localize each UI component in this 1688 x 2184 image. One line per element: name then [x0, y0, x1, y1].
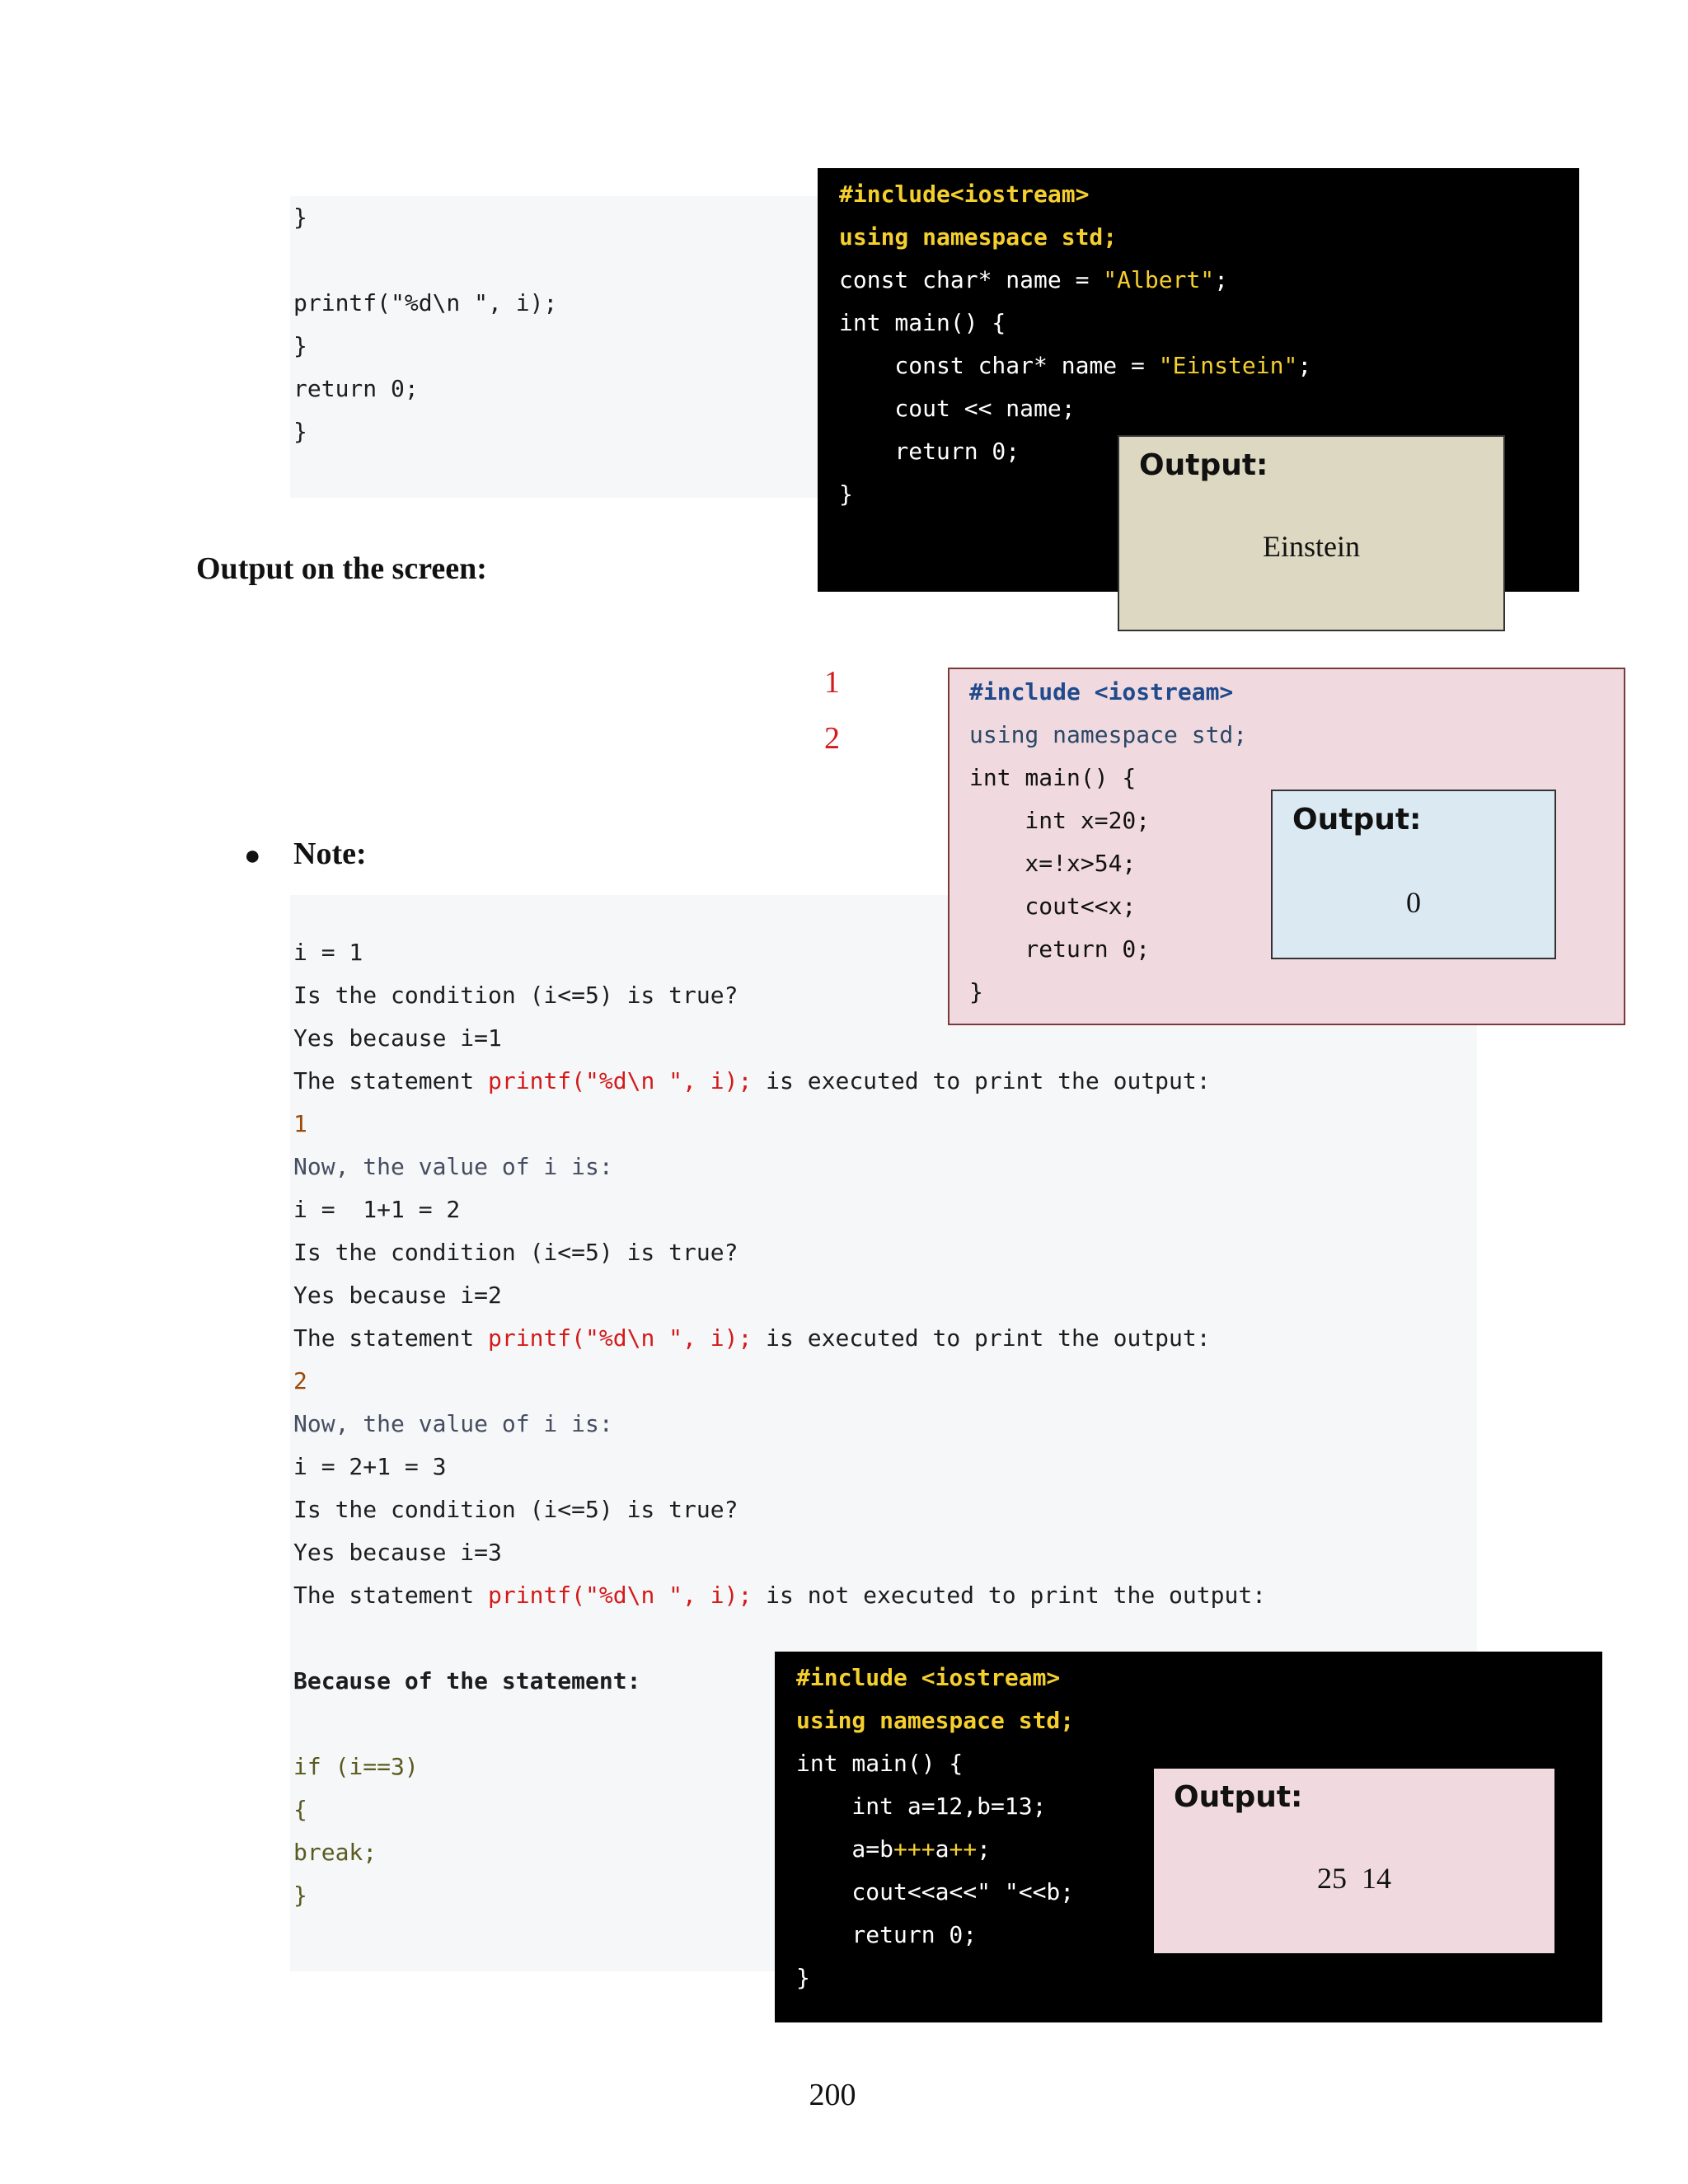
top-code-panel: [290, 196, 818, 498]
output-value: 25 14: [1317, 1862, 1391, 1895]
output-title: Output:: [1292, 803, 1422, 837]
expl-statement: [293, 1574, 1266, 1617]
expl-output-1: 1: [293, 1110, 307, 1137]
expl-line: Yes because i=1: [293, 1024, 502, 1052]
if-line: if (i==3): [293, 1753, 419, 1780]
output-box-1: [1118, 435, 1505, 631]
output-heading: Output on the screen:: [196, 551, 487, 586]
because-line: Because of the statement:: [293, 1667, 641, 1694]
screen-output-1: 1: [824, 665, 840, 700]
code-line: int main() {: [969, 764, 1137, 791]
code-line: int main() {: [796, 1750, 964, 1777]
expl-line: Yes because i=3: [293, 1539, 502, 1566]
output-value: 0: [1406, 886, 1421, 919]
code-line: }: [796, 1964, 810, 1991]
code-line: int a=12,b=13;: [796, 1793, 1047, 1820]
code-line: }: [293, 204, 307, 231]
code-part: ;: [977, 1835, 992, 1863]
code-line: #include<iostream>: [839, 180, 1090, 208]
code-part: ;: [1297, 352, 1312, 379]
stmt-code: printf("%d\n ", i);: [488, 1067, 753, 1094]
expl-line: Now, the value of i is:: [293, 1410, 613, 1437]
code-line: return 0;: [293, 375, 419, 402]
output-box-3: [1154, 1769, 1554, 1953]
note-label: Note:: [293, 837, 367, 871]
code-line: cout<<x;: [969, 893, 1137, 920]
code-line: }: [969, 978, 983, 1005]
string-literal: "Einstein": [1158, 352, 1298, 379]
code-part: a=b: [796, 1835, 894, 1863]
code-line: [839, 344, 1311, 387]
code-line: int main() {: [839, 309, 1006, 336]
operator: +++: [893, 1835, 935, 1863]
code-line: cout << name;: [839, 395, 1076, 422]
code-line: #include <iostream>: [796, 1664, 1061, 1691]
break-line: break;: [293, 1839, 377, 1866]
output-value: Einstein: [1263, 530, 1360, 563]
code-line: cout<<a<<" "<<b;: [796, 1878, 1075, 1905]
code-line: return 0;: [796, 1921, 978, 1948]
expl-line: i = 1+1 = 2: [293, 1196, 461, 1223]
expl-line: Yes because i=2: [293, 1282, 502, 1309]
stmt-suffix: is executed to print the output:: [752, 1067, 1211, 1094]
expl-line: Is the condition (i<=5) is true?: [293, 982, 738, 1009]
code-line: printf("%d\n ", i);: [293, 289, 558, 316]
code-line: using namespace std;: [969, 721, 1248, 748]
expl-line: i = 2+1 = 3: [293, 1453, 447, 1480]
stmt-code: printf("%d\n ", i);: [488, 1324, 753, 1352]
bullet-icon: ●: [244, 841, 261, 871]
expl-line: Is the condition (i<=5) is true?: [293, 1496, 738, 1523]
open-brace: {: [293, 1796, 307, 1823]
operator: ++: [949, 1835, 978, 1863]
code-part: ;: [1214, 266, 1229, 293]
stmt-prefix: The statement: [293, 1324, 489, 1352]
code-line: int x=20;: [969, 807, 1151, 834]
output-box-2: [1271, 790, 1556, 959]
code-line: using namespace std;: [839, 223, 1118, 251]
stmt-prefix: The statement: [293, 1582, 489, 1609]
screen-output-2: 2: [824, 721, 840, 756]
code-line: x=!x>54;: [969, 850, 1137, 877]
code-line: return 0;: [969, 935, 1151, 963]
code-line: using namespace std;: [796, 1707, 1075, 1734]
expl-statement: [293, 1060, 1211, 1103]
code-line: #include <iostream>: [969, 678, 1234, 705]
code-part: const char* name =: [839, 266, 1104, 293]
stmt-suffix: is executed to print the output:: [752, 1324, 1211, 1352]
expl-line: Now, the value of i is:: [293, 1153, 613, 1180]
page-number: 200: [809, 2078, 856, 2112]
code-line: }: [293, 332, 307, 359]
close-brace: }: [293, 1882, 307, 1909]
code-part: const char* name =: [839, 352, 1159, 379]
code-line: [796, 1828, 991, 1871]
expl-output-2: 2: [293, 1367, 307, 1394]
expl-statement: [293, 1317, 1211, 1360]
stmt-suffix: is not executed to print the output:: [752, 1582, 1267, 1609]
code-line: return 0;: [839, 438, 1020, 465]
code-line: }: [839, 480, 853, 508]
code-part: a: [935, 1835, 950, 1863]
output-title: Output:: [1139, 448, 1268, 482]
expl-line: Is the condition (i<=5) is true?: [293, 1239, 738, 1266]
stmt-code: printf("%d\n ", i);: [488, 1582, 753, 1609]
stmt-prefix: The statement: [293, 1067, 489, 1094]
output-title: Output:: [1174, 1780, 1303, 1814]
expl-line: i = 1: [293, 939, 363, 966]
code-line: }: [293, 418, 307, 445]
code-line: [839, 259, 1228, 302]
string-literal: "Albert": [1103, 266, 1215, 293]
